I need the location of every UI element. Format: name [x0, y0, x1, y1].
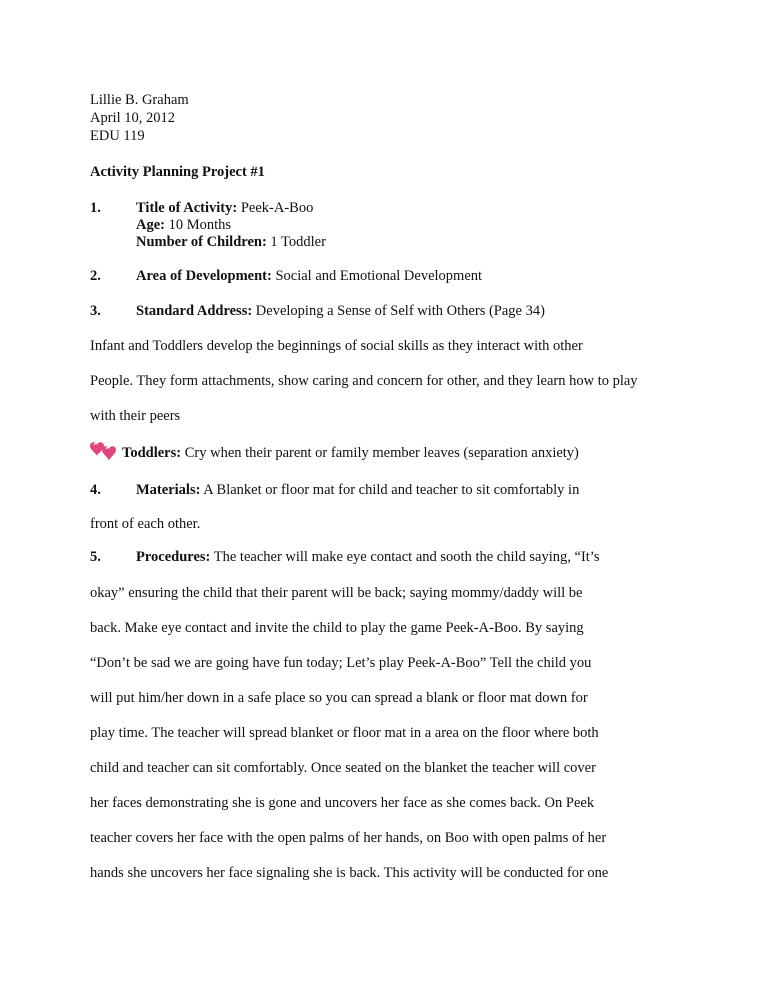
procedures-label: Procedures:	[136, 549, 211, 565]
children-label: Number of Children:	[136, 234, 267, 250]
development-label: Area of Development:	[136, 268, 272, 284]
section-2-number: 2.	[90, 268, 101, 284]
procedures-line	[136, 548, 599, 566]
procedure-line: her faces demonstrating she is gone and uncovers her face as she comes back. On Peek	[90, 795, 595, 811]
author-name: Lillie B. Graham	[90, 92, 189, 108]
procedure-line: back. Make eye contact and invite the child to play the game Peek-A-Boo. By saying	[90, 620, 584, 636]
development-line	[136, 267, 482, 285]
section-4-number: 4.	[90, 482, 101, 498]
toddlers-value: Cry when their parent or family member leaves (separation anxiety)	[184, 445, 579, 461]
document-date: April 10, 2012	[90, 110, 175, 126]
procedure-line: will put him/her down in a safe place so you can spread a blank or floor mat down for	[90, 690, 588, 706]
materials-continuation: front of each other.	[90, 516, 201, 532]
procedure-line: play time. The teacher will spread blanket or floor mat in a area on the floor where both	[90, 725, 599, 741]
standard-line	[136, 302, 545, 320]
paragraph-line: with their peers	[90, 408, 181, 424]
age-label: Age:	[136, 217, 165, 233]
hearts-icon	[89, 438, 121, 464]
toddlers-bullet	[122, 444, 579, 462]
procedure-line: “Don’t be sad we are going have fun today; Let’s play Peek-A-Boo” Tell the child you	[90, 655, 592, 671]
materials-label: Materials:	[136, 482, 201, 498]
materials-value: A Blanket or floor mat for child and teacher to sit comfortably in	[203, 482, 580, 498]
section-1-number: 1.	[90, 200, 101, 216]
procedure-line: teacher covers her face with the open palms of her hands, on Boo with open palms of her	[90, 830, 607, 846]
materials-line	[136, 481, 579, 499]
age-value: 10 Months	[168, 217, 232, 233]
section-3-number: 3.	[90, 303, 101, 319]
paragraph-line: People. They form attachments, show caring and concern for other, and they learn how to play	[90, 373, 638, 389]
section-5-number: 5.	[90, 549, 101, 565]
course-code: EDU 119	[90, 128, 145, 144]
development-value: Social and Emotional Development	[275, 268, 483, 284]
document-title: Activity Planning Project #1	[90, 164, 265, 180]
standard-value: Developing a Sense of Self with Others (Page 34)	[255, 303, 545, 319]
standard-label: Standard Address:	[136, 303, 253, 319]
activity-title-label: Title of Activity:	[136, 200, 238, 216]
procedure-line: okay” ensuring the child that their parent will be back; saying mommy/daddy will be	[90, 585, 583, 601]
activity-title-line	[136, 199, 313, 217]
procedures-value: The teacher will make eye contact and sooth the child saying, “It’s	[213, 549, 600, 565]
children-value: 1 Toddler	[270, 234, 326, 250]
age-line	[136, 216, 231, 234]
children-line	[136, 233, 326, 251]
activity-title-value: Peek-A-Boo	[240, 200, 314, 216]
procedure-line: child and teacher can sit comfortably. Once seated on the blanket the teacher will cover	[90, 760, 596, 776]
paragraph-line: Infant and Toddlers develop the beginnings of social skills as they interact with other	[90, 338, 583, 354]
procedure-line: hands she uncovers her face signaling she is back. This activity will be conducted for one	[90, 865, 609, 881]
toddlers-label: Toddlers:	[122, 445, 182, 461]
